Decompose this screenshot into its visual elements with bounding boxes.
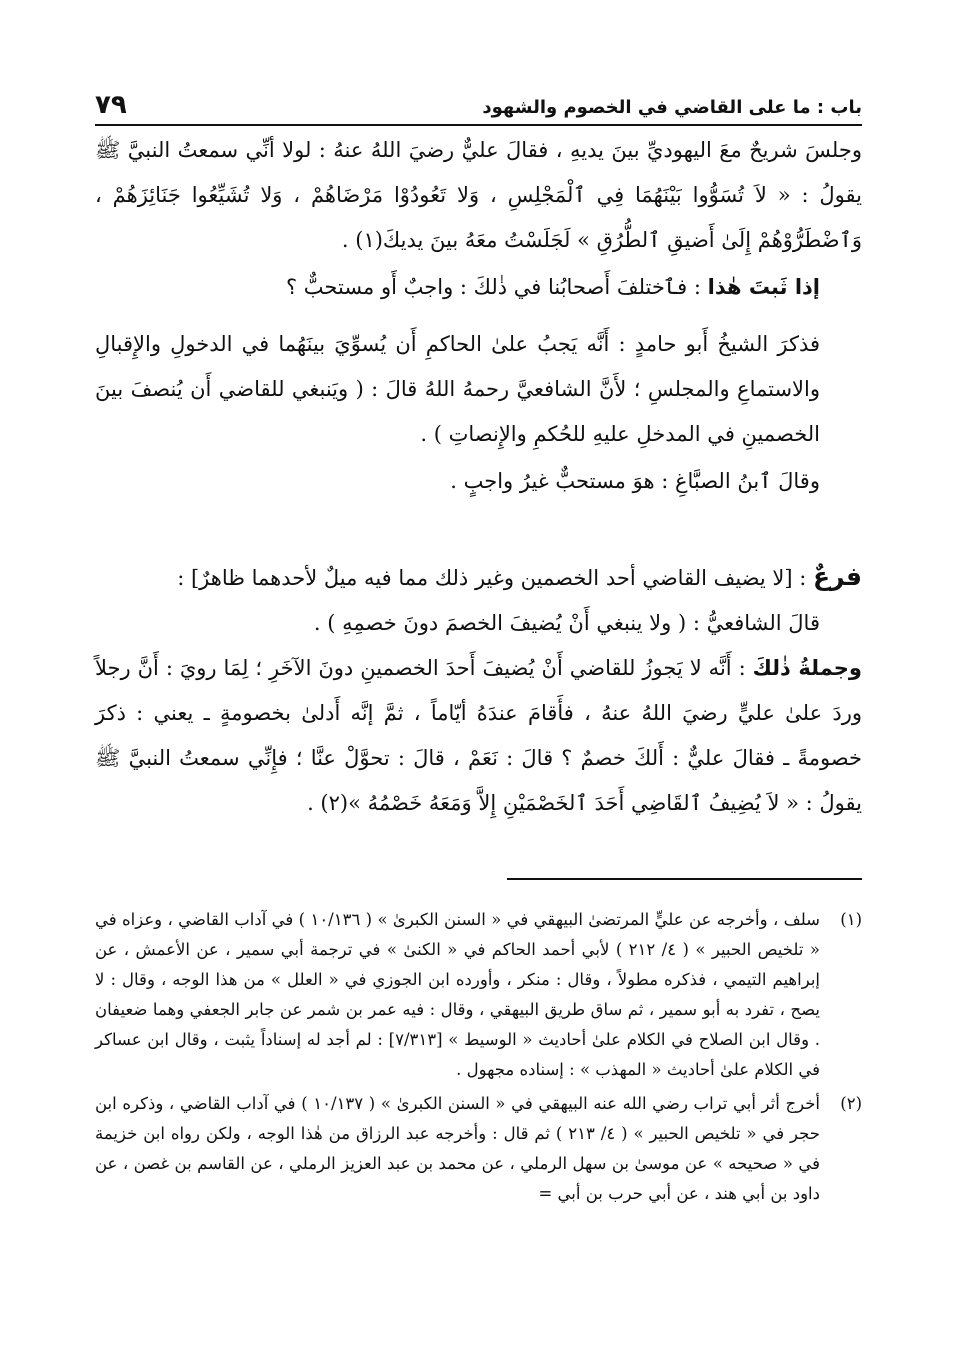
paragraph-1-text: وجلسَ شريحٌ معَ اليهوديِّ بينَ يديهِ ، فقالَ عليٌّ رضيَ اللهُ عنهُ : لولا أنِّي سمعتُ النبيَّ ﷺ يقولُ : « لاَ تُسَوُّوا بَيْنَهُمَا فِي ٱلْمَجْلِسِ ، وَلا تَعُودُوْا مَرْضَاهُمْ ، وَلا تُشَيِّعُوا جَنَائِزَهُمْ ، وَٱضْطَرُّوْهُمْ إِلَىٰ أَضيقِ ٱلطُّرُقِ » لَجَلَسْتُ معَهُ بينَ يديكَ(١) . — [95, 138, 862, 252]
footnote-1-marker: (١) — [840, 910, 862, 929]
paragraph-2-lead: إذا ثَبتَ هٰذا — [707, 275, 820, 299]
paragraph-6-text: قالَ الشافعيُّ : ( ولا ينبغي أَنْ يُضيفَ الخصمَ دونَ خصمِهِ ) . — [313, 611, 820, 635]
footnote-2-text: أخرج أثر أبي تراب رضي الله عنه البيهقي في « السنن الكبرىٰ » ( ١٠/١٣٧ ) في آداب القاضي ، وذكره ابن حجر في « تلخيص الحبير » ( ٤/ ٢١٣ ) ثم قال : وأخرجه عبد الرزاق من هٰذا الوجه ، ولكن رواه ابن خزيمة في « صحيحه » عن موسىٰ بن سهل الرملي ، عن محمد بن عبد العزيز الرملي ، عن القاسم بن غصن ، عن داود بن أبي هند ، عن أبي حرب بن أبي = — [95, 1094, 820, 1203]
paragraph-2 — [95, 265, 862, 310]
page-number: ٧٩ — [95, 90, 127, 120]
footnote-1-text: سلف ، وأخرجه عن عليٍّ المرتضىٰ البيهقي في « السنن الكبرىٰ » ( ١٠/١٣٦ ) في آداب القاضي ، وعزاه في « تلخيص الحبير » ( ٤/ ٢١٢ ) لأبي أحمد الحاكم في « الكنىٰ » في ترجمة أبي سمير ، عن الأعمش ، عن إبراهيم التيمي ، فذكره مطولاً ، وقال : منكر ، وأورده ابن الجوزي في « العلل » من هذا الوجه ، وقال : لا يصح ، تفرد به أبو سمير ، ثم ساق طريق البيهقي ، وقال : فيه عمر بن شمر عن جابر الجعفي وهما ضعيفان . وقال ابن الصلاح في الكلام علىٰ أحاديث « الوسيط » [٧/٣١٣] : لم أجد له إسناداً يثبت ، وقال ابن عساكر في الكلام علىٰ أحاديث « المهذب » : إسناده مجهول . — [95, 910, 821, 1079]
paragraph-7 — [95, 646, 862, 826]
section-heading-far: فرعٌ — [813, 562, 862, 591]
paragraph-6 — [95, 601, 862, 646]
paragraph-2-text: : فٱختلفَ أَصحابُنا في ذٰلكَ : واجبٌ أَو مستحبٌّ ؟ — [285, 275, 708, 299]
footnotes — [95, 905, 862, 1213]
main-text — [95, 128, 862, 826]
chapter-title: باب : ما على القاضي في الخصوم والشهود — [482, 97, 862, 118]
footnote-2-marker: (٢) — [840, 1094, 862, 1113]
paragraph-4 — [95, 459, 862, 504]
paragraph-3-text: فذكرَ الشيخُ أَبو حامدٍ : أَنَّه يَجبُ علىٰ الحاكمِ أَن يُسوِّيَ بينَهُما في الدخولِ والإِقبالِ والاستماعِ والمجلسِ ؛ لأَنَّ الشافعيَّ رحمهُ اللهُ قالَ : ( ويَنبغي للقاضي أَن يُنصفَ بينَ الخصمينِ في المدخلِ عليهِ للحُكمِ والإِنصاتِ ) . — [95, 332, 820, 446]
paragraph-7-lead: وجملةُ ذٰلكَ — [752, 656, 862, 680]
paragraph-1 — [95, 128, 862, 263]
paragraph-3 — [95, 322, 862, 457]
footnote-separator — [507, 878, 862, 880]
running-header — [95, 84, 862, 126]
footnote-2 — [95, 1089, 862, 1209]
paragraph-4-text: وقالَ ٱبنُ الصبَّاغِ : هوَ مستحبٌّ غيرُ واجبٍ . — [450, 469, 820, 493]
paragraph-5 — [95, 554, 862, 601]
paragraph-7-text: : أَنَّه لا يَجوزُ للقاضي أَنْ يُضيفَ أَحدَ الخصمينِ دونَ الآخَرِ ؛ لِمَا رويَ : أَنَّ رجلاً وردَ علىٰ عليٍّ رضيَ اللهُ عنهُ ، فأَقامَ عندَهُ أيّاماً ، ثمَّ إنَّه أَدلىٰ بخصومةٍ ـ يعني : ذكرَ خصومةً ـ فقالَ عليٌّ : أَلكَ خصمٌ ؟ قالَ : نَعَمْ ، قالَ : تحوَّلْ عنَّا ؛ فإِنِّي سمعتُ النبيَّ ﷺ يقولُ : « لاَ يُضِيفُ ٱلقَاضِي أَحَدَ ٱلخَصْمَيْنِ إِلاَّ وَمَعَهُ خَصْمُهُ »(٢) . — [95, 656, 862, 815]
paragraph-5-text: : [لا يضيف القاضي أحد الخصمين وغير ذلك مما فيه ميلٌ لأحدهما ظاهرٌ] : — [177, 566, 813, 590]
footnote-1 — [95, 905, 862, 1085]
